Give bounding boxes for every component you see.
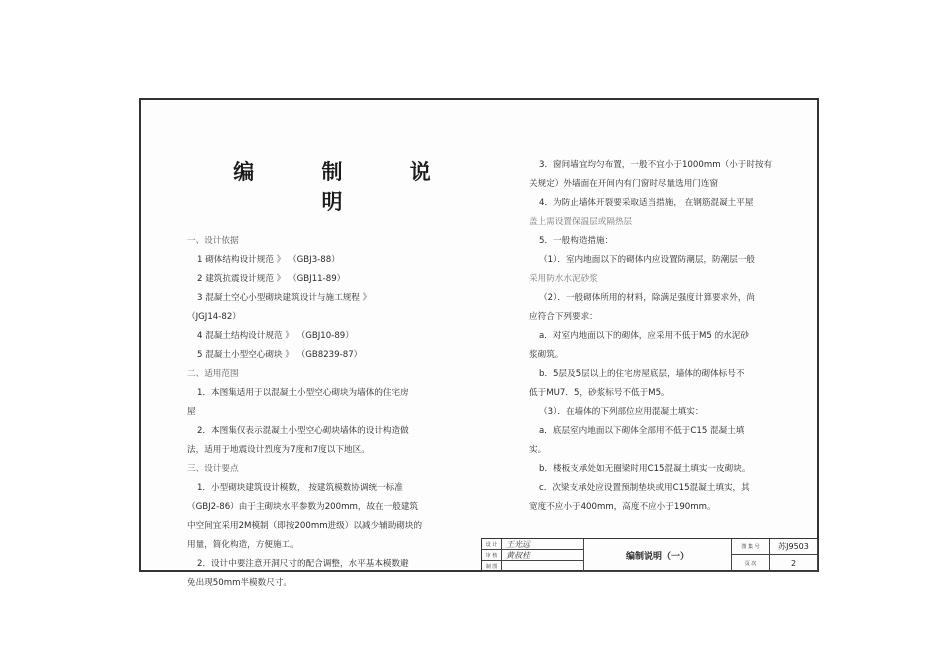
text-line: 4 混凝土结构设计规范 》 （GBJ10-89） bbox=[197, 331, 354, 341]
page-number-label: 页 次 bbox=[732, 555, 770, 572]
text-line: a．底层室内地面以下砌体全部用不低于C15 混凝土填 bbox=[539, 426, 745, 436]
text-line: 1．本图集适用于以混凝土小型空心砌块为墙体的住宅房 bbox=[197, 388, 409, 398]
text-line: c．次梁支承处应设置预制垫块或用C15混凝土填实，其 bbox=[539, 483, 750, 493]
page-title: 编 制 说 明 bbox=[233, 160, 461, 214]
text-line: 1 砌体结构设计规范 》 （GBJ3-88） bbox=[197, 255, 340, 265]
text-line: 4．为防止墙体开裂要采取适当措施， 在钢筋混凝土平屋 bbox=[539, 198, 754, 208]
text-line: 3．窗间墙宜均匀布置，一般不宜小于1000mm（小于时按有 bbox=[539, 160, 773, 170]
signature-design: 王光远 bbox=[502, 539, 584, 550]
text-line: 盖上需设置保温层或隔热层 bbox=[529, 217, 633, 227]
text-line: 中空间宜采用2M模制（即按200mm进级）以减少辅助砌块的 bbox=[187, 521, 423, 531]
right-column bbox=[529, 156, 805, 517]
drawing-title: 编制说明（一） bbox=[584, 539, 732, 572]
atlas-number: 苏J9503 bbox=[770, 539, 818, 555]
text-line: a．对室内地面以下的砌体，应采用不低于M5 的水泥砂 bbox=[539, 331, 749, 341]
text-line: 免出现50mm半模数尺寸。 bbox=[187, 578, 293, 588]
text-line: 一、设计依据 bbox=[187, 236, 239, 246]
text-line: 宽度不应小于400mm，高度不应小于190mm。 bbox=[529, 502, 716, 512]
text-line: 5．一般构造措施： bbox=[539, 236, 614, 246]
text-line: 浆砌筑。 bbox=[529, 350, 564, 360]
text-line: （GBJ2-86）由于主砌块水平参数为200mm，故在一般建筑 bbox=[187, 502, 419, 512]
drawing-sheet bbox=[139, 98, 819, 588]
signature-draft bbox=[502, 561, 584, 572]
text-line: 法，适用于地震设计烈度为7度和7度以下地区。 bbox=[187, 445, 370, 455]
text-line: 1．小型砌块建筑设计模数， 按建筑模数协调统一标准 bbox=[197, 483, 403, 493]
text-line: （2）．一般砌体所用的材料，除满足强度计算要求外，尚 bbox=[539, 293, 756, 303]
text-line: 实。 bbox=[529, 445, 547, 455]
text-line: （JGJ14-82） bbox=[187, 312, 241, 322]
text-line: 关规定）外墙面在开间内有门窗时尽量选用门连窗 bbox=[529, 179, 719, 189]
text-line: 低于MU7．5，砂浆标号不低于M5。 bbox=[529, 388, 670, 398]
text-line: （1）．室内地面以下的砌体内应设置防潮层，防潮层一般 bbox=[539, 255, 756, 265]
text-line: b．楼板支承处如无圈梁时用C15混凝土填实一皮砌块。 bbox=[539, 464, 751, 474]
page-number: 2 bbox=[770, 555, 818, 572]
right-text-block bbox=[529, 156, 805, 517]
role-label-draft: 制 图 bbox=[482, 561, 502, 572]
text-line: 二、适用范围 bbox=[187, 369, 239, 379]
signature-review: 黄叔桂 bbox=[502, 550, 584, 561]
title-block bbox=[481, 538, 819, 572]
atlas-number-label: 图 集 号 bbox=[732, 539, 770, 555]
role-label-design: 设 计 bbox=[482, 539, 502, 550]
text-line: 屋 bbox=[187, 407, 196, 417]
text-line: （3）．在墙体的下列部位应用混凝土填实： bbox=[539, 407, 704, 417]
left-column bbox=[187, 142, 477, 593]
text-line: 应符合下列要求： bbox=[529, 312, 598, 322]
text-line: 3 混凝土空心小型砌块建筑设计与施工规程 》 bbox=[197, 293, 372, 303]
text-line: 5 混凝土小型空心砌块 》 （GB8239-87） bbox=[197, 350, 363, 360]
text-line: 用量，简化构造，方便施工。 bbox=[187, 540, 299, 550]
text-line: 采用防水水泥砂浆 bbox=[529, 274, 598, 284]
text-line: 三、设计要点 bbox=[187, 464, 239, 474]
text-line: 2 建筑抗震设计规范 》 （GBJ11-89） bbox=[197, 274, 346, 284]
left-text-block bbox=[187, 232, 477, 593]
role-label-review: 审 核 bbox=[482, 550, 502, 561]
text-line: 2．设计中要注意开洞尺寸的配合调整，水平基本模数避 bbox=[197, 559, 409, 569]
text-line: b．5层及5层以上的住宅房屋底层，墙体的砌体标号不 bbox=[539, 369, 745, 379]
text-line: 2．本图集仅表示混凝土小型空心砌块墙体的设计构造做 bbox=[197, 426, 409, 436]
